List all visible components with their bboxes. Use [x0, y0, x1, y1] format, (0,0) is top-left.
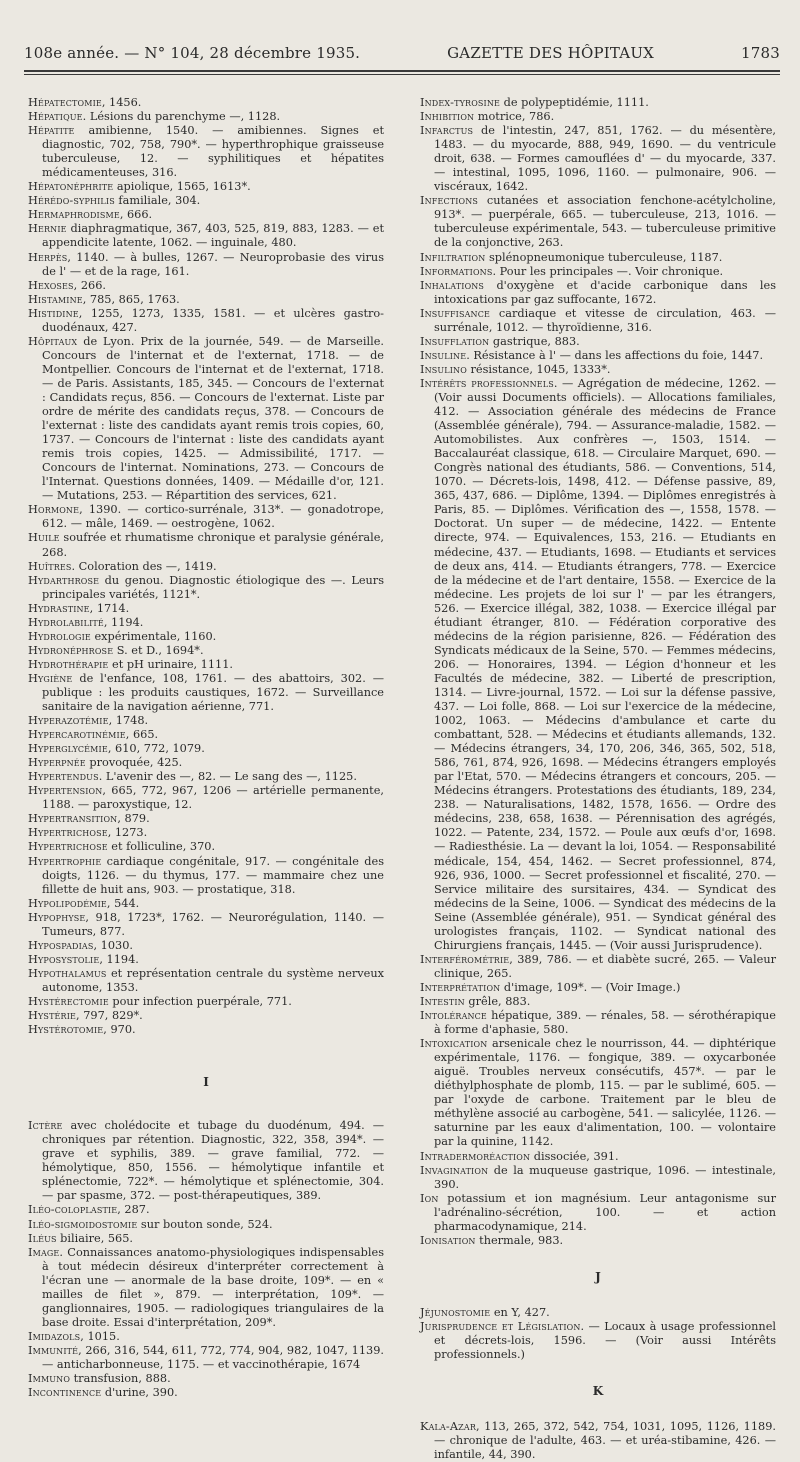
index-entry: [28, 714, 384, 728]
index-references: du genou. Diagnostic étiologique des —. Leurs principales variétés, 1121*.: [42, 573, 384, 601]
index-entry: [28, 1218, 384, 1232]
index-references: cutanées et association fenchone-acétylcholine, 913*. — puerpérale, 665. — tuberculeuse, 213, 1016. — tuberculeuse expérimentale, 543. — tuberculeuse primitive de la conjonctive, 263.: [434, 194, 776, 250]
index-entry: [28, 967, 384, 995]
index-entry: [28, 194, 384, 208]
index-references: . Pour les principales —. Voir chronique.: [492, 264, 724, 278]
index-entry: [28, 1344, 384, 1372]
index-references: en Y, 427.: [490, 1305, 550, 1319]
index-entry: [28, 335, 384, 504]
index-term: Huîtres: [28, 559, 72, 573]
index-entry: [420, 124, 776, 194]
index-term: Herpès: [28, 250, 68, 264]
index-entry: [420, 1164, 776, 1192]
index-references: grêle, 883.: [464, 995, 531, 1008]
index-term: Hypothalamus: [28, 966, 107, 980]
index-term: Hôpitaux: [28, 334, 78, 348]
index-references: d'urine, 390.: [101, 1386, 178, 1400]
index-term: Image: [28, 1245, 60, 1259]
index-term: Hyperglycémie: [28, 742, 108, 756]
index-entry: [420, 363, 776, 377]
index-entry: [28, 560, 384, 574]
index-entry: [28, 855, 384, 897]
index-term: Ion: [420, 1191, 439, 1205]
index-entry: [28, 728, 384, 742]
index-term: Hydronéphrose: [28, 643, 114, 657]
index-term: Intestin: [420, 995, 465, 1008]
index-term: Interférométrie: [420, 952, 510, 966]
index-references: , 970.: [103, 1023, 136, 1037]
index-references: , 113, 265, 372, 542, 754, 1031, 1095, 1126, 1189. — chronique de l'adulte, 463. — et uréa-stibamine, 426. — infantile, 44, 390.: [434, 1420, 776, 1462]
section-letter: I: [203, 1075, 209, 1090]
index-references: familiale, 304.: [114, 194, 201, 208]
index-references: . L'avenir des —, 82. — Le sang des —, 1125.: [98, 770, 357, 784]
index-term: Infiltration: [420, 250, 486, 264]
left-column: [28, 96, 384, 1400]
index-references: . Résistance à l' — dans les affections du foie, 1447.: [466, 348, 764, 362]
index-term: Index-tyrosine: [420, 96, 501, 109]
right-column: [420, 96, 776, 1462]
index-entry: [28, 812, 384, 826]
index-references: , 797, 829*.: [76, 1009, 143, 1023]
index-references: amibienne, 1540. — amibiennes. Signes et diagnostic, 702, 758, 790*. — hyperthrophique graisseuse tuberculeuse, 12. — syphilitiques et hépatites médicamenteuses, 316.: [42, 124, 384, 180]
index-term: Hyperpnée: [28, 756, 86, 770]
index-term: Kala-Azar: [420, 1420, 476, 1434]
index-references: , 665.: [125, 728, 159, 742]
index-entry: [420, 96, 776, 110]
index-entry: [28, 602, 384, 616]
index-references: pour infection puerpérale, 771.: [108, 995, 292, 1008]
index-term: Imidazols: [28, 1329, 81, 1343]
index-term: Insuline: [420, 348, 467, 362]
index-term: Hypertension: [28, 784, 103, 798]
index-entry: [28, 658, 384, 672]
index-references: , 1255, 1273, 1335, 1581. — et ulcères gastro-duodénaux, 427.: [42, 306, 384, 334]
index-entry: [28, 208, 384, 222]
index-entry: [420, 110, 776, 124]
index-references: et représentation centrale du système nerveux autonome, 1353.: [42, 966, 384, 994]
index-term: Hypertrichose: [28, 840, 108, 854]
index-references: soufrée et rhumatisme chronique et paralysie générale, 268.: [42, 531, 384, 559]
index-term: Immuno: [28, 1372, 71, 1386]
index-references: cardiaque congénitale, 917. — congénitale des doigts, 1126. — du thymus, 177. — mammaire chez une fillette de huit ans, 903. — prostatique, 318.: [42, 854, 384, 896]
index-references: , 610, 772, 1079.: [107, 742, 205, 756]
index-references: , 879.: [117, 812, 150, 826]
index-references: potassium et ion magnésium. Leur antagonisme sur l'adrénalino-sécrétion, 100. — et action pharmacodynamique, 214.: [434, 1191, 776, 1233]
index-references: splénopneumonique tuberculeuse, 1187.: [485, 250, 723, 264]
index-entry: [28, 1023, 384, 1037]
index-term: Informations: [420, 264, 493, 278]
index-term: Histidine: [28, 306, 79, 320]
index-entry: [28, 1330, 384, 1344]
index-term: Ictère: [28, 1119, 63, 1133]
index-entry: [420, 279, 776, 307]
index-references: , 666.: [119, 208, 153, 222]
index-entry: [28, 1386, 384, 1400]
index-entry: [28, 1232, 384, 1246]
index-term: Hypercarotinémie: [28, 728, 126, 742]
index-entry: [28, 180, 384, 194]
index-term: Insulino: [420, 362, 467, 376]
index-entry: [28, 616, 384, 630]
index-term: Histamine: [28, 292, 83, 306]
index-term: Hexoses: [28, 278, 74, 292]
index-entry: [28, 1009, 384, 1023]
index-references: de Lyon. Prix de la journée, 549. — de Marseille. Concours de l'internat et de l'externat, 1718. — de Montpellier. Concours de l'internat et de l'externat, 1718. — de Paris. Assistants, 185, 345. — Concours de l'externat : Candidats reçus, 856. — Concours de l'externat. Liste par ordre de mérite des candidats reçus, 378. — Concours de l'externat : liste des candidats ayant remis trois copies, 60, 1737. — Concours de l'internat : liste des candidats ayant remis trois copies, 1425. — Admissibilité, 1717. — Concours de l'internat. Nominations, 273. — Concours de l'Internat. Questions données, 1409. — Médaille d'or, 121. — Mutations, 253. — Répartition des services, 621.: [42, 334, 384, 503]
index-entry: [28, 630, 384, 644]
index-term: Hormone: [28, 503, 80, 517]
index-references: , 785, 865, 1763.: [82, 292, 180, 306]
index-term: Hyperazotémie: [28, 714, 109, 728]
index-term: Ionisation: [420, 1233, 476, 1247]
index-term: Hydarthrose: [28, 573, 100, 587]
index-references: . — Locaux à usage professionnel et décrets-lois, 1596. — (Voir aussi Intérêts professionnels.): [434, 1319, 776, 1362]
index-entry: [420, 1192, 776, 1234]
index-entry: [420, 335, 776, 349]
index-entry: [420, 1320, 776, 1362]
index-references: , 665, 772, 967, 1206 — artérielle permanente, 1188. — paroxystique, 12.: [42, 784, 384, 812]
header-rule: [24, 70, 780, 72]
index-entry: [420, 1037, 776, 1149]
index-entry: [420, 194, 776, 250]
index-references: dissociée, 391.: [530, 1149, 619, 1163]
index-entry: [420, 995, 776, 1009]
index-entry: [28, 672, 384, 714]
index-references: diaphragmatique, 367, 403, 525, 819, 883, 1283. — et appendicite latente, 1062. — inguinale, 480.: [42, 222, 384, 250]
journal-title: GAZETTE DES HÔPITAUX: [447, 44, 655, 62]
index-references: thermale, 983.: [475, 1233, 564, 1247]
index-references: arsenicale chez le nourrisson, 44. — diphtérique expérimentale, 1176. — fongique, 389. — oxycarbonée aiguë. Troubles nerveux consécutifs, 457*. — par le diéthylphosphate de plomb, 115. — par le sublimé, 605. — par l'oxyde de carbone. Traitement par le bleu de méthylène associé au carbogène, 541. — salicylée, 1126. — saturnine par les eaux d'alimentation, 100. — volontaire par la quinine, 1142.: [434, 1037, 776, 1149]
index-entry: [28, 911, 384, 939]
index-term: Hypertrophie: [28, 854, 102, 868]
index-term: Hyposystolie: [28, 952, 100, 966]
index-references: et folliculine, 370.: [107, 840, 216, 854]
index-entry: [420, 981, 776, 995]
index-entry: [28, 251, 384, 279]
page-number: 1783: [741, 44, 780, 62]
index-references: , 1194.: [103, 615, 144, 629]
index-references: de l'intestin, 247, 851, 1762. — du mésentère, 1483. — du myocarde, 888, 949, 1690. — du ventricule droit, 638. — Formes camouflées d' — du myocarde, 337. — intestinal, 1095, 1096, 1160. — pulmonaire, 906. — viscéraux, 1642.: [434, 124, 776, 194]
index-term: Hygiène: [28, 671, 73, 685]
index-term: Intolérance: [420, 1009, 487, 1023]
index-references: , 287.: [117, 1203, 150, 1217]
index-entry: [28, 897, 384, 911]
index-references: résistance, 1045, 1333*.: [466, 362, 611, 376]
index-entry: [28, 531, 384, 559]
index-references: , 1194.: [99, 952, 139, 966]
index-references: , 1015.: [80, 1329, 120, 1343]
index-references: gastrique, 883.: [489, 334, 580, 348]
index-term: Iléo-sigmoidostomie: [28, 1217, 138, 1231]
index-entry: [28, 644, 384, 658]
page-header: [24, 44, 780, 62]
index-term: Hérédo-syphilis: [28, 194, 115, 208]
index-term: Iléo-coloplastie: [28, 1203, 118, 1217]
index-references: apiolique, 1565, 1613*.: [113, 180, 251, 194]
index-term: Hernie: [28, 222, 67, 236]
index-references: biliaire, 565.: [56, 1231, 134, 1245]
index-entry: [28, 222, 384, 250]
index-entry: [28, 826, 384, 840]
index-references: transfusion, 888.: [70, 1372, 171, 1386]
index-references: hépatique, 389. — rénales, 58. — sérothérapique à forme d'aphasie, 580.: [434, 1009, 776, 1037]
index-entry: [28, 995, 384, 1009]
index-references: . Coloration des —, 1419.: [71, 559, 217, 573]
index-references: , 266.: [73, 278, 106, 292]
index-references: . Connaissances anatomo-physiologiques indispensables à tout médecin désireux d'interpréter correctement à l'écran une — anormale de la base droite, 109*. — en « mailles de filet », 879. — interprétation, 109*. — ganglionnaires, 1905. — radiologiques triangulaires de la base droite. Essai d'interprétation, 209*.: [42, 1245, 384, 1329]
index-term: Hydrastine: [28, 601, 90, 615]
index-term: Infections: [420, 194, 479, 208]
index-entry: [28, 1372, 384, 1386]
index-entry: [420, 251, 776, 265]
index-term: Inhalations: [420, 278, 485, 292]
header-rule-thin: [24, 74, 780, 75]
index-entry: [28, 1203, 384, 1217]
index-references: , 1456.: [101, 96, 142, 109]
index-entry: [28, 124, 384, 180]
index-term: Hydrologie: [28, 629, 91, 643]
index-term: Iléus: [28, 1231, 57, 1245]
index-references: , 266, 316, 544, 611, 772, 774, 904, 982, 1047, 1139. — anticharbonneuse, 1175. — et vaccinothérapie, 1674: [42, 1343, 384, 1371]
index-references: expérimentale, 1160.: [90, 629, 217, 643]
index-references: , 1390. — cortico-surrénale, 313*. — gonadotrope, 612. — mâle, 1469. — oestrogène, 1062.: [42, 503, 384, 531]
index-term: Hypospadias: [28, 938, 94, 952]
index-term: Hypertendus: [28, 770, 99, 784]
index-references: . — Agrégation de médecine, 1262. — (Voir aussi Documents officiels). — Allocations familiales, 412. — Association générale des médecins de France (Assemblée générale), 794. — Assurance-maladie, 1582. — Automobilistes. Aux confrères —, 1503, 1514. — Baccalauréat classique, 618. — Circulaire Marquet, 690. — Congrès national des étudiants, 586. — Conventions, 514, 1070. — Décrets-lois, 1498, 412. — Défense passive, 89, 365, 437, 686. — Diplôme, 1394. — Diplômes enregistrés à Paris, 85. — Diplômes. Vérification des —, 1558, 1578. — Doctorat. Un super — de médecine, 1422. — Entente directe, 974. — Equivalences, 153, 216. — Etudiants en médecine, 437. — Etudiants, 1698. — Etudiants et services de deux ans, 414. — Etudiants étrangers, 778. — Exercice de la médecine et de l'art dentaire, 1558. — Exercice de la médecine. Les projets de loi sur l' — par les étrangers, 526. — Exercice illégal, 382, 1038. — Exercice illégal par étudiant étranger, 810. — Fédération corporative des médecins de la région parisienne, 826. — Fédération des Syndicats médicaux de la Seine, 570. — Femmes médecins, 206. — Honoraires, 1394. — Légion d'honneur et les Facultés de médecine, 382. — Liberté de prescription, 1314. — Livre-journal, 1572. — Loi sur la défense passive, 437. — Loi folle, 868. — Loi sur l'exercice de la médecine, 1002, 1063. — Médecins d'ambulance et carte du combattant, 528. — Médecins et étudiants allemands, 132. — Médecins étrangers, 34, 170, 206, 346, 365, 502, 518, 586, 761, 874, 926, 1698. — Médecins étrangers employés par l'Etat, 570. — Médecins étrangers et concours, 205. — Médecins étrangers. Protestations des étudiants, 189, 234, 238. — Naturalisations, 1482, 1578, 1656. — Ordre des médecins, 238, 658, 1638. — Pérennisation des agrégés, 1022. — Patente, 234, 1572. — Poule aux œufs d'or, 1698. — Radiesthésie. La — devant la loi, 1054. — Responsabilité médicale, 154, 454, 1462. — Secret professionnel, 874, 926, 936, 1000. — Secret professionnel et fiscalité, 270. — Service militaire des sursitaires, 434. — Syndicat des médecins de la Seine, 1006. — Syndicat des médecins de la Seine (Assemblée générale), 951. — Syndicat général des urologistes français, 1102. — Syndicat national des Chirurgiens français, 1445. — (Voir aussi Jurisprudence).: [434, 376, 777, 952]
index-entry: [28, 279, 384, 293]
index-entry: [420, 1420, 776, 1462]
index-term: Hydrothérapie: [28, 657, 109, 671]
index-term: Jéjunostomie: [420, 1305, 491, 1319]
index-references: de polypeptidémie, 1111.: [500, 96, 649, 109]
index-term: Hypolipodémie: [28, 896, 107, 910]
index-references: , 1030.: [93, 938, 133, 952]
index-term: Insufflation: [420, 334, 490, 348]
index-entry: [420, 1009, 776, 1037]
index-term: Invagination: [420, 1163, 489, 1177]
index-references: motrice, 786.: [474, 110, 555, 124]
index-term: Hypertrichose: [28, 826, 108, 840]
index-entry: [420, 265, 776, 279]
issue-info: 108e année. — N° 104, 28 décembre 1935.: [24, 44, 361, 62]
index-entry: [28, 784, 384, 812]
index-references: avec cholédocite et tubage du duodénum, 494. — chroniques par rétention. Diagnostic, 322, 358, 394*. — grave et syphilis, 389. — grave familial, 772. — hémolytique, 850, 1556. — hémolytique infantile et splénectomie, 722*. — hémolytique et splénectomie, 304. — par spasme, 372. — post-thérapeutiques, 389.: [42, 1119, 384, 1203]
index-references: provoquée, 425.: [85, 756, 183, 770]
index-entry: [420, 1306, 776, 1320]
index-entry: [28, 110, 384, 124]
index-references: , 918, 1723*, 1762. — Neurorégulation, 1140. — Tumeurs, 877.: [42, 910, 384, 938]
index-entry: [420, 377, 776, 953]
index-term: Hépatectomie: [28, 96, 102, 109]
index-entry: [28, 503, 384, 531]
index-entry: [28, 756, 384, 770]
index-entry: [28, 574, 384, 602]
index-entry: [28, 1246, 384, 1330]
index-term: Intradermoréaction: [420, 1149, 531, 1163]
index-term: Hypertransition: [28, 812, 118, 826]
index-references: d'image, 109*. — (Voir Image.): [500, 980, 681, 994]
index-term: Huile: [28, 531, 60, 545]
index-references: , 544.: [106, 896, 140, 910]
index-term: Insuffisance: [420, 306, 490, 320]
index-references: , 389, 786. — et diabète sucré, 265. — Valeur clinique, 265.: [434, 952, 776, 980]
index-references: , 1748.: [108, 714, 149, 728]
index-term: Incontinence: [28, 1386, 102, 1400]
index-term: Hépatite: [28, 124, 75, 138]
index-entry: [28, 307, 384, 335]
index-entry: [28, 939, 384, 953]
index-term: Immunité: [28, 1343, 79, 1357]
index-term: Infarctus: [420, 124, 474, 138]
index-entry: [28, 840, 384, 854]
index-references: cardiaque et vitesse de circulation, 463. — surrénale, 1012. — thyroïdienne, 316.: [434, 306, 776, 334]
index-references: de l'enfance, 108, 1761. — des abattoirs, 302. — publique : les produits caustiques, 1672. — Surveillance sanitaire de la navigation aérienne, 771.: [42, 671, 384, 714]
section-letter: K: [592, 1384, 604, 1399]
index-term: Hystérotomie: [28, 1023, 104, 1037]
index-term: Inhibition: [420, 110, 475, 124]
index-term: Jurisprudence et Législation: [420, 1319, 581, 1333]
index-references: d'oxygène et d'acide carbonique dans les intoxications par gaz suffocante, 1672.: [434, 278, 776, 306]
index-term: Intoxication: [420, 1037, 488, 1051]
index-term: Hystérie: [28, 1009, 77, 1023]
section-letter: J: [595, 1269, 601, 1284]
index-references: de la muqueuse gastrique, 1096. — intestinale, 390.: [434, 1163, 776, 1191]
index-entry: [28, 742, 384, 756]
index-term: Hépatique: [28, 110, 83, 124]
index-references: sur bouton sonde, 524.: [137, 1217, 273, 1231]
index-entry: [420, 307, 776, 335]
index-term: Intérêts professionnels: [420, 376, 554, 390]
index-entry: [28, 293, 384, 307]
index-references: . Lésions du parenchyme —, 1128.: [82, 110, 281, 124]
index-entry: [28, 1119, 384, 1203]
index-entry: [420, 953, 776, 981]
index-entry: [420, 349, 776, 363]
index-references: , 1714.: [89, 601, 130, 615]
index-entry: [420, 1234, 776, 1248]
index-entry: [28, 770, 384, 784]
index-references: , 1273.: [107, 826, 148, 840]
index-entry: [28, 953, 384, 967]
index-term: Hypophyse: [28, 910, 86, 924]
index-term: Hépatonéphrite: [28, 180, 114, 194]
index-entry: [420, 1150, 776, 1164]
index-term: Interprétation: [420, 980, 501, 994]
index-term: Hystérectomie: [28, 995, 109, 1008]
index-entry: [28, 96, 384, 110]
index-references: S. et D., 1694*.: [113, 643, 204, 657]
index-references: et pH urinaire, 1111.: [108, 657, 234, 671]
index-references: , 1140. — à bulles, 1267. — Neuroprobasie des virus de l' — et de la rage, 161.: [42, 250, 384, 278]
index-term: Hydrolabilité: [28, 615, 104, 629]
index-term: Hermaphrodisme: [28, 208, 120, 222]
